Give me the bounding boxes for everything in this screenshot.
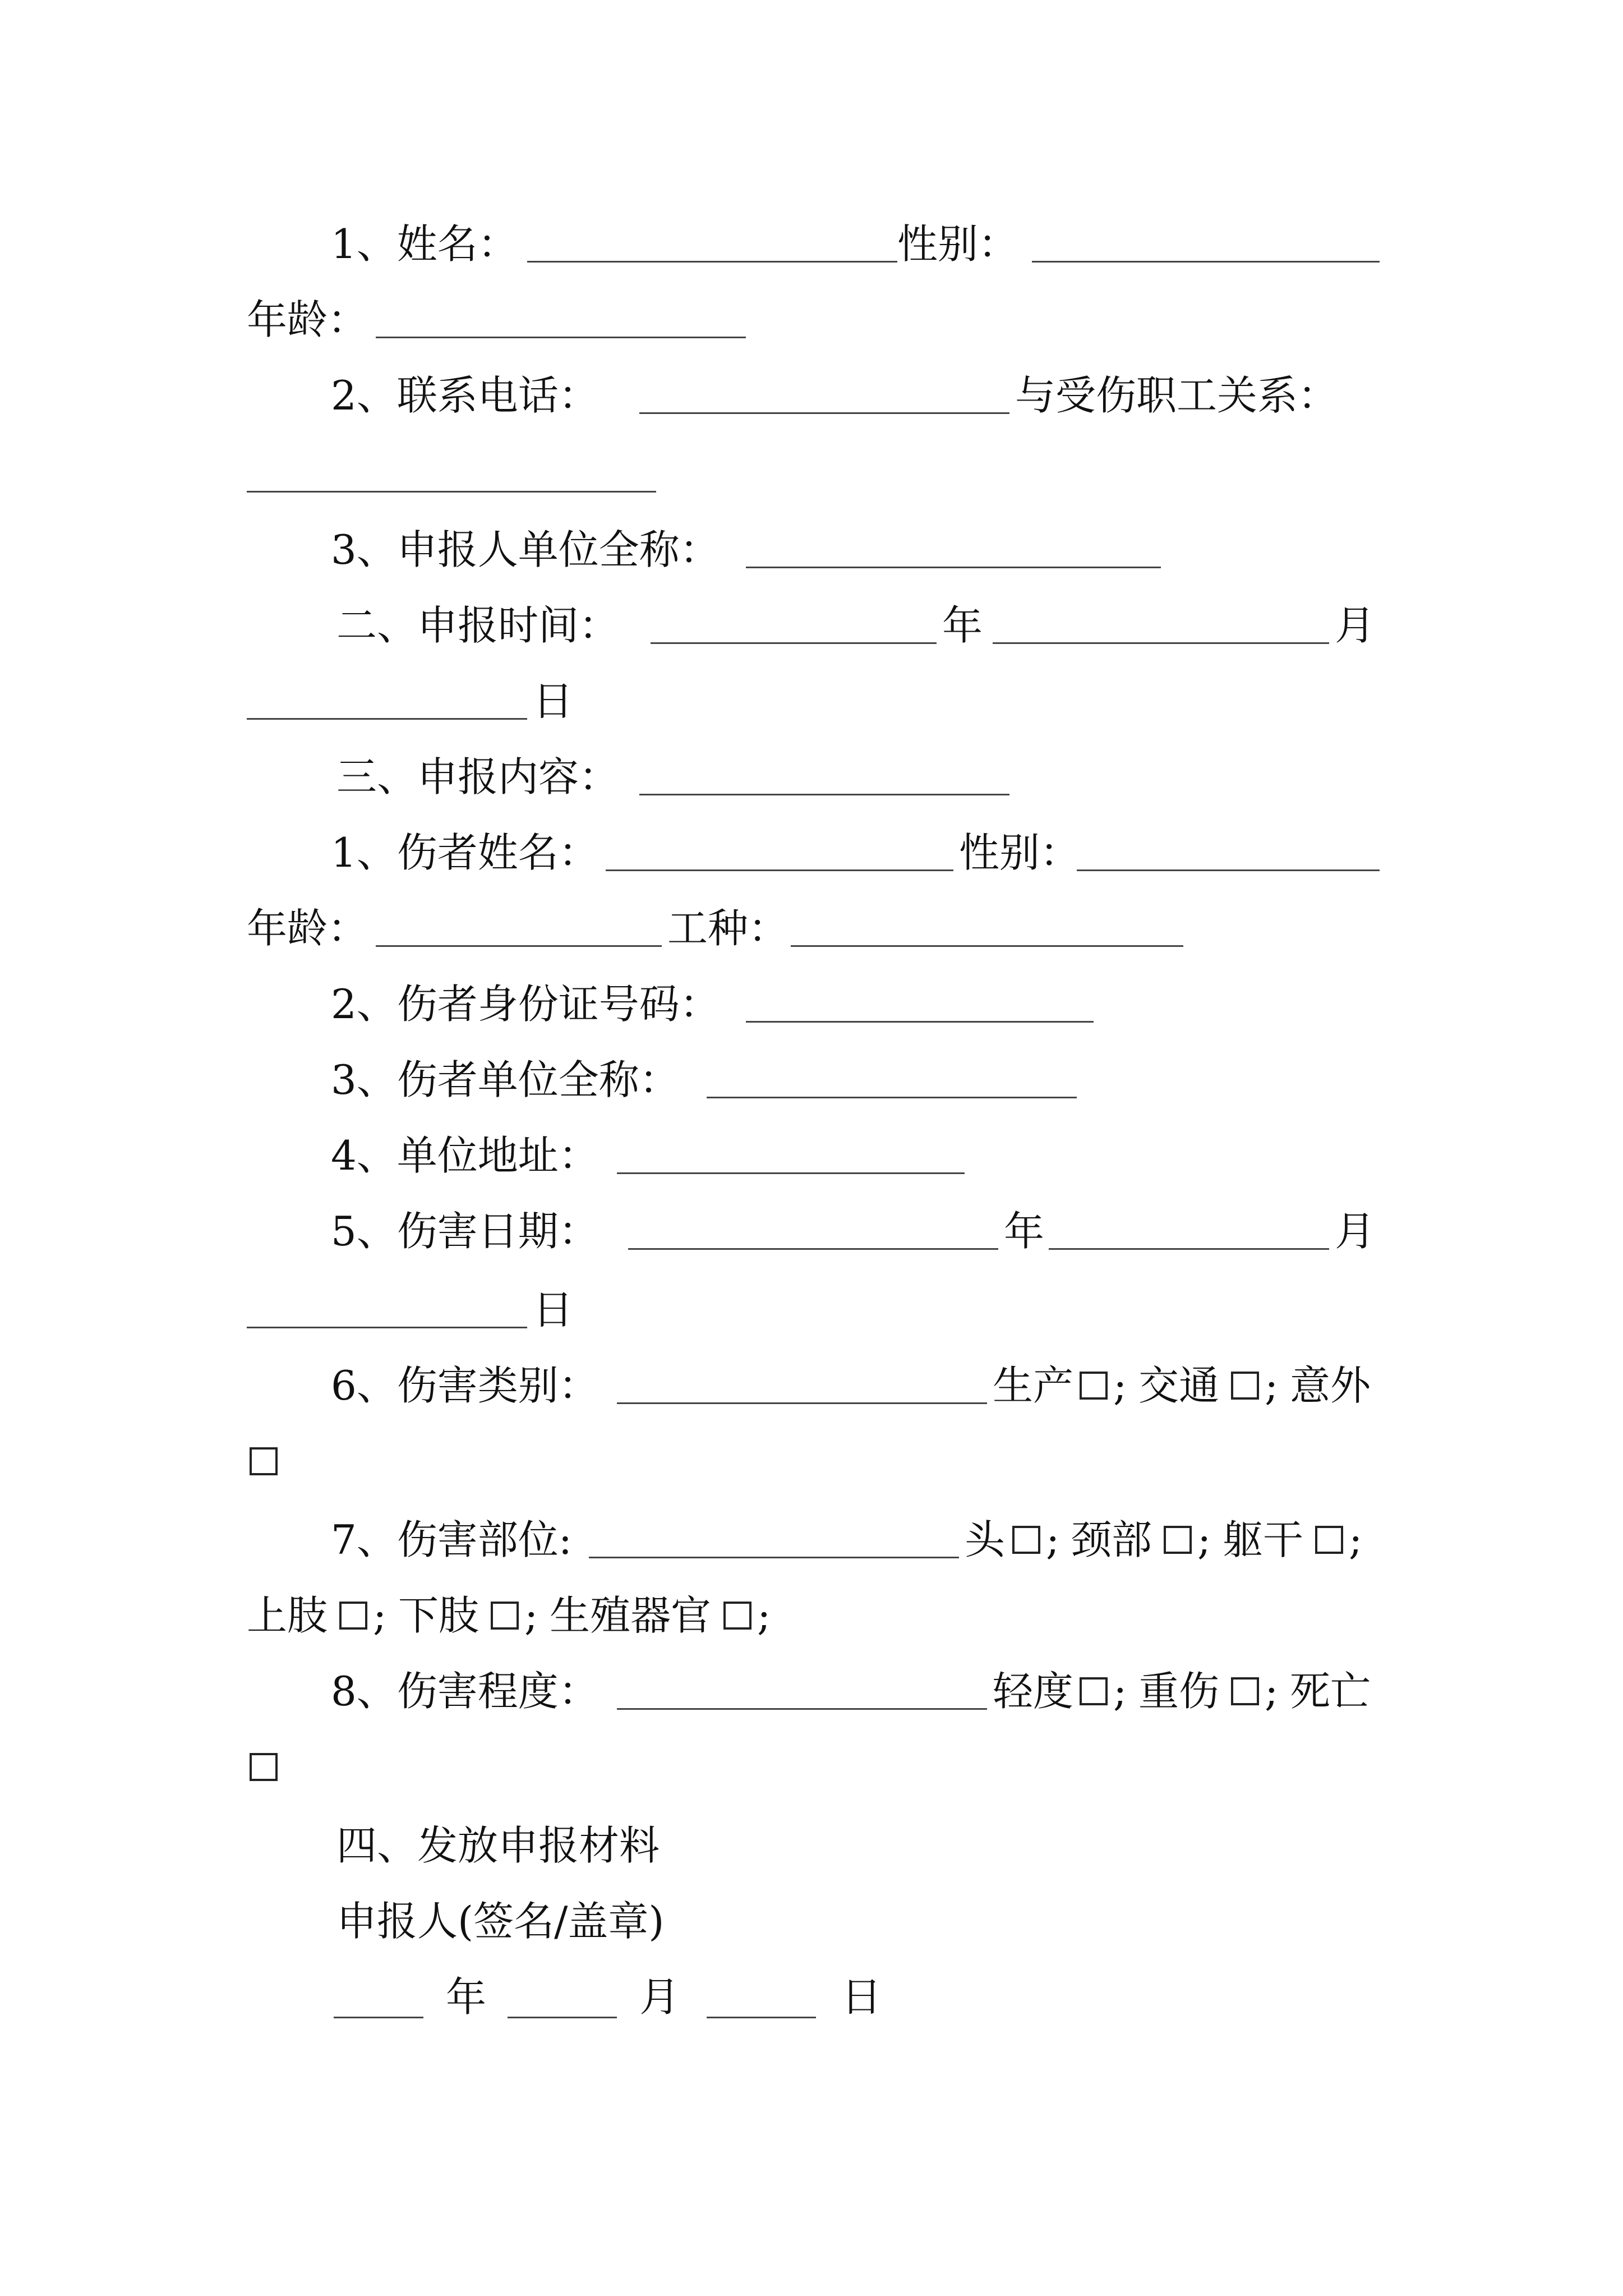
separator: ;: [1265, 1668, 1279, 1715]
sign-day-field[interactable]: [707, 2017, 816, 2018]
name-field[interactable]: [527, 261, 897, 263]
option-genitals-label: 生殖器官: [550, 1592, 712, 1639]
report-month-label: 月: [1335, 602, 1376, 649]
separator: ;: [1113, 1362, 1127, 1409]
option-lower-limb-label: 下肢: [398, 1592, 479, 1639]
report-day-field[interactable]: [247, 718, 527, 720]
phone-label: 2、联系电话：: [331, 372, 599, 419]
injured-age-field[interactable]: [376, 945, 662, 947]
reporter-company-label: 3、申报人单位全称：: [331, 526, 720, 573]
injured-name-field[interactable]: [606, 869, 953, 871]
company-address-field[interactable]: [617, 1172, 965, 1174]
signature-label: 申报人(签名/盖章): [336, 1898, 665, 1945]
reporter-company-field[interactable]: [746, 567, 1161, 568]
gender-label: 性别：: [897, 220, 1019, 268]
injury-severity-field[interactable]: [617, 1708, 987, 1710]
sign-year-field[interactable]: [334, 2017, 423, 2018]
age-label: 年龄：: [247, 296, 368, 343]
option-minor-checkbox[interactable]: [1080, 1677, 1108, 1705]
option-head-checkbox[interactable]: [1012, 1526, 1040, 1554]
option-traffic-label: 交通: [1138, 1362, 1220, 1409]
sign-month-field[interactable]: [508, 2017, 617, 2018]
option-torso-checkbox[interactable]: [1315, 1526, 1343, 1554]
id-number-field[interactable]: [746, 1021, 1094, 1023]
separator: ;: [1349, 1516, 1363, 1563]
separator: ;: [1046, 1516, 1060, 1563]
relation-field[interactable]: [247, 491, 656, 493]
id-number-label: 2、伤者身份证号码：: [331, 981, 720, 1028]
injury-severity-label: 8、伤害程度：: [331, 1668, 599, 1715]
injured-age-label: 年龄：: [247, 905, 368, 952]
option-death-checkbox[interactable]: [250, 1753, 278, 1781]
option-accident-label: 意外: [1290, 1362, 1371, 1409]
relation-label: 与受伤职工关系：: [1015, 372, 1339, 419]
injury-day-field[interactable]: [247, 1327, 527, 1328]
option-upper-limb-label: 上肢: [247, 1592, 328, 1639]
injury-year-field[interactable]: [628, 1248, 998, 1250]
injury-day-label: 日: [533, 1286, 574, 1333]
option-traffic-checkbox[interactable]: [1231, 1372, 1259, 1400]
injury-part-label: 7、伤害部位:: [331, 1516, 573, 1563]
option-serious-checkbox[interactable]: [1231, 1677, 1259, 1705]
job-type-label: 工种：: [667, 905, 789, 952]
report-year-field[interactable]: [651, 642, 937, 644]
report-content-field[interactable]: [639, 794, 1009, 795]
option-head-label: 头: [965, 1516, 1006, 1563]
report-time-label: 二、申报时间：: [336, 602, 620, 649]
sign-year-label: 年: [446, 1973, 487, 2021]
option-neck-label: 颈部: [1071, 1516, 1152, 1563]
separator: ;: [1265, 1362, 1279, 1409]
injured-gender-field[interactable]: [1077, 869, 1380, 871]
sign-day-label: 日: [841, 1973, 882, 2021]
option-genitals-checkbox[interactable]: [723, 1602, 751, 1630]
injury-part-field[interactable]: [589, 1557, 959, 1558]
separator: ;: [524, 1592, 538, 1639]
injury-year-label: 年: [1004, 1208, 1045, 1255]
option-neck-checkbox[interactable]: [1164, 1526, 1192, 1554]
section-four-title: 四、发放申报材料: [336, 1822, 660, 1869]
injury-date-label: 5、伤害日期：: [331, 1208, 599, 1255]
option-minor-label: 轻度: [993, 1668, 1074, 1715]
option-production-label: 生产: [993, 1362, 1074, 1409]
separator: ;: [1197, 1516, 1211, 1563]
option-death-label: 死亡: [1290, 1668, 1371, 1715]
separator: ;: [1113, 1668, 1127, 1715]
report-day-label: 日: [533, 678, 574, 725]
injured-gender-label: 性别：: [959, 829, 1081, 876]
option-accident-checkbox[interactable]: [250, 1447, 278, 1475]
gender-field[interactable]: [1032, 261, 1380, 263]
separator: ;: [757, 1592, 771, 1639]
option-production-checkbox[interactable]: [1080, 1372, 1108, 1400]
separator: ;: [373, 1592, 387, 1639]
option-torso-label: 躯干: [1223, 1516, 1304, 1563]
injury-category-field[interactable]: [617, 1402, 987, 1404]
injury-month-label: 月: [1335, 1208, 1376, 1255]
option-serious-label: 重伤: [1138, 1668, 1220, 1715]
injured-name-label: 1、伤者姓名：: [331, 829, 599, 876]
option-lower-limb-checkbox[interactable]: [491, 1602, 519, 1630]
job-type-field[interactable]: [791, 945, 1183, 947]
option-upper-limb-checkbox[interactable]: [339, 1602, 367, 1630]
sign-month-label: 月: [639, 1973, 680, 2021]
injury-month-field[interactable]: [1049, 1248, 1329, 1250]
phone-field[interactable]: [639, 412, 1009, 414]
report-year-label: 年: [942, 602, 983, 649]
name-label: 1、姓名：: [331, 220, 518, 268]
company-address-label: 4、单位地址：: [331, 1132, 599, 1179]
report-month-field[interactable]: [993, 642, 1329, 644]
age-field[interactable]: [376, 337, 746, 338]
report-content-label: 三、申报内容：: [336, 753, 620, 800]
injured-company-field[interactable]: [707, 1097, 1077, 1098]
injury-category-label: 6、伤害类别：: [331, 1362, 599, 1409]
injured-company-label: 3、伤者单位全称：: [331, 1056, 680, 1103]
